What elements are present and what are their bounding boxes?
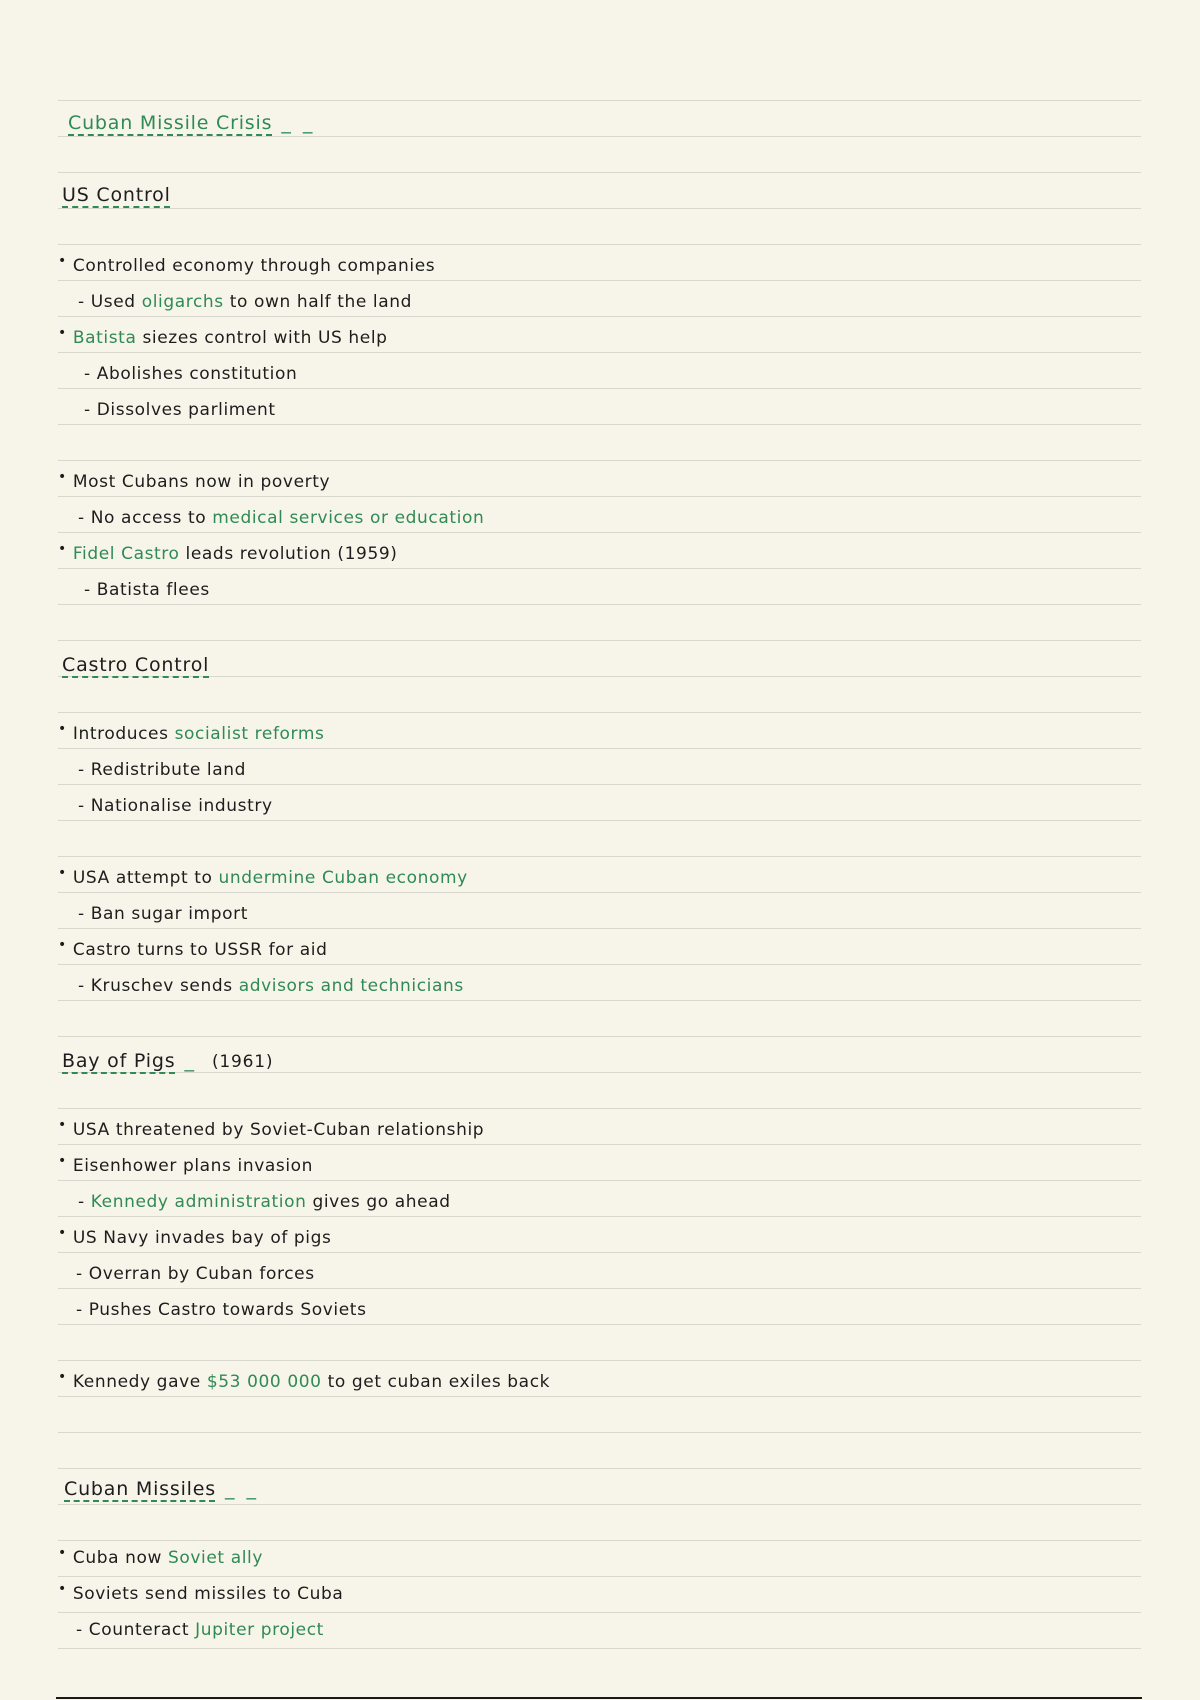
note-line: • Soviets send missiles to Cuba [58,1581,344,1604]
ruled-line [58,928,1141,929]
heading-castro-control: Castro Control [62,654,210,676]
ruled-line [58,1000,1141,1001]
note-line: - Batista flees [84,580,210,600]
note-line: - No access to medical services or education [78,508,485,528]
ruled-line [58,1540,1141,1541]
ruled-line [58,892,1141,893]
note-line: • Most Cubans now in poverty [58,469,331,492]
note-line: • Castro turns to USSR for aid [58,937,328,960]
note-line: - Used oligarchs to own half the land [78,292,413,312]
ruled-line [58,1144,1141,1145]
ruled-line [58,784,1141,785]
note-line: - Overran by Cuban forces [76,1264,315,1284]
ruled-line [58,100,1141,101]
note-line: • Cuba now Soviet ally [58,1545,264,1568]
ruled-line [58,460,1141,461]
note-line: • Fidel Castro leads revolution (1959) [58,541,398,564]
ruled-line [58,820,1141,821]
note-line: • Controlled economy through companies [58,253,436,276]
ruled-line [58,1648,1141,1649]
ruled-line [58,1468,1141,1469]
ruled-line [58,604,1141,605]
ruled-line [58,352,1141,353]
ruled-line [58,136,1141,137]
note-line: • Batista siezes control with US help [58,325,388,348]
ruled-line [58,1324,1141,1325]
note-line: - Kruschev sends advisors and technicians [78,976,464,996]
ruled-line [58,1036,1141,1037]
ruled-line [58,1252,1141,1253]
ruled-line [58,1216,1141,1217]
page-title: Cuban Missile Crisis _ _ [68,112,316,134]
note-line: - Abolishes constitution [84,364,298,384]
ruled-line [58,1432,1141,1433]
ruled-line [58,1576,1141,1577]
ruled-line [58,1108,1141,1109]
note-line: • Kennedy gave $53 000 000 to get cuban exiles back [58,1369,551,1392]
note-line: • USA threatened by Soviet-Cuban relationship [58,1117,485,1140]
ruled-line [58,568,1141,569]
ruled-line [58,1504,1141,1505]
ruled-line [58,856,1141,857]
ruled-line [58,208,1141,209]
ruled-line [58,676,1141,677]
page-bottom-border [56,1697,1142,1699]
note-line: - Ban sugar import [78,904,248,924]
ruled-line [58,172,1141,173]
note-line: - Dissolves parliment [84,400,276,420]
heading-us-control: US Control [62,184,171,206]
ruled-line [58,532,1141,533]
note-line: - Kennedy administration gives go ahead [78,1192,451,1212]
ruled-line [58,496,1141,497]
note-line: - Nationalise industry [78,796,273,816]
ruled-line [58,424,1141,425]
note-line: - Redistribute land [78,760,246,780]
ruled-line [58,1396,1141,1397]
ruled-line [58,316,1141,317]
heading-cuban-missiles: Cuban Missiles _ _ [64,1478,260,1500]
ruled-line [58,244,1141,245]
ruled-line [58,640,1141,641]
heading-bay-of-pigs: Bay of Pigs _ (1961) [62,1050,274,1072]
ruled-line [58,1612,1141,1613]
ruled-line [58,280,1141,281]
heading-year: (1961) [212,1052,274,1072]
ruled-line [58,1072,1141,1073]
ruled-line [58,1360,1141,1361]
note-line: • Introduces socialist reforms [58,721,325,744]
note-line: • Eisenhower plans invasion [58,1153,314,1176]
ruled-line [58,1180,1141,1181]
ruled-line [58,964,1141,965]
note-line: - Pushes Castro towards Soviets [76,1300,367,1320]
ruled-line [58,748,1141,749]
ruled-line [58,712,1141,713]
note-line: • US Navy invades bay of pigs [58,1225,332,1248]
ruled-line [58,1288,1141,1289]
ruled-line [58,388,1141,389]
note-line: - Counteract Jupiter project [76,1620,324,1640]
note-line: • USA attempt to undermine Cuban economy [58,865,468,888]
